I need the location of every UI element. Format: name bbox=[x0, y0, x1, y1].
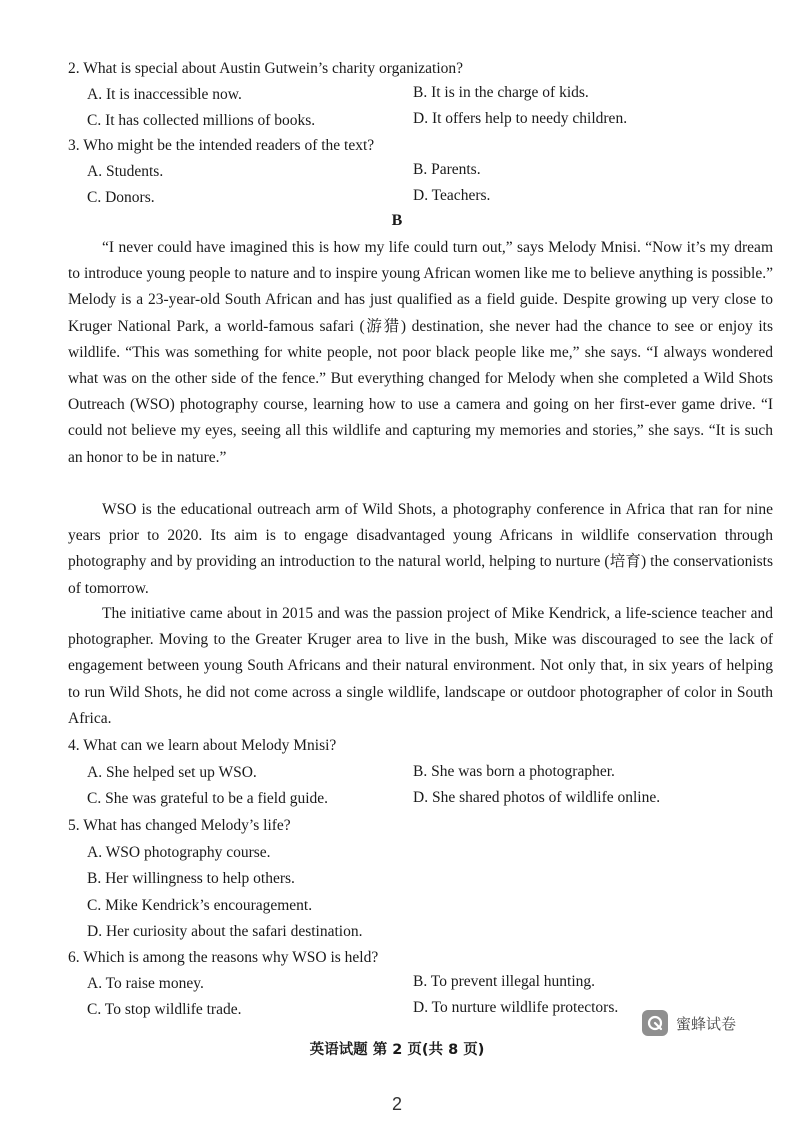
question-4-stem: 4. What can we learn about Melody Mnisi? bbox=[68, 737, 337, 754]
section-b-heading: B bbox=[391, 212, 403, 229]
page-number: 2 bbox=[391, 1094, 402, 1114]
question-3-stem: 3. Who might be the intended readers of the text? bbox=[68, 137, 375, 154]
question-5-option-a[interactable]: A. WSO photography course. bbox=[87, 844, 271, 861]
question-2-option-c[interactable]: C. It has collected millions of books. bbox=[87, 112, 316, 129]
question-6-option-a[interactable]: A. To raise money. bbox=[87, 975, 204, 992]
watermark-text: 蜜蜂试卷 bbox=[676, 1014, 737, 1033]
question-3-option-d[interactable]: D. Teachers. bbox=[413, 187, 491, 204]
bee-logo-icon bbox=[642, 1010, 668, 1036]
question-4-option-d[interactable]: D. She shared photos of wildlife online. bbox=[413, 789, 661, 806]
question-5-option-c[interactable]: C. Mike Kendrick’s encouragement. bbox=[87, 897, 313, 914]
passage-paragraph-2: WSO is the educational outreach arm of Wild Shots, a photography conference in Africa that ran for nine years prior to 2020. Its aim is to engage disadvantaged young Africans in wildlife conservation through photography and by providing an introduction to the natural world, helping to nurture (培育) the conservationists of tomorrow. bbox=[68, 501, 773, 597]
question-3-option-b[interactable]: B. Parents. bbox=[413, 161, 481, 178]
question-6-option-c[interactable]: C. To stop wildlife trade. bbox=[87, 1001, 242, 1018]
question-5-option-b[interactable]: B. Her willingness to help others. bbox=[87, 870, 295, 887]
question-2-stem: 2. What is special about Austin Gutwein’s charity organization? bbox=[68, 60, 464, 77]
question-4-option-a[interactable]: A. She helped set up WSO. bbox=[87, 764, 257, 781]
question-6-option-b[interactable]: B. To prevent illegal hunting. bbox=[413, 973, 596, 990]
question-5-option-d[interactable]: D. Her curiosity about the safari destination. bbox=[87, 923, 363, 940]
watermark bbox=[642, 1010, 736, 1036]
passage-paragraph-3: The initiative came about in 2015 and was the passion project of Mike Kendrick, a life-science teacher and photographer. Moving to the Greater Kruger area to live in the bush, Mike was discouraged to see the lack of engagement between young South Africans and their natural environment. Not only that, in six years of helping to run Wild Shots, he did not come across a single wildlife, landscape or outdoor photographer of color in South Africa. bbox=[68, 605, 773, 727]
page-footer-title: 英语试题 第 2 页(共 8 页) bbox=[309, 1042, 485, 1058]
question-4-option-b[interactable]: B. She was born a photographer. bbox=[413, 763, 615, 780]
question-6-stem: 6. Which is among the reasons why WSO is held? bbox=[68, 949, 379, 966]
question-2-option-b[interactable]: B. It is in the charge of kids. bbox=[413, 84, 589, 101]
question-5-stem: 5. What has changed Melody’s life? bbox=[68, 817, 291, 834]
question-6-option-d[interactable]: D. To nurture wildlife protectors. bbox=[413, 999, 619, 1016]
question-3-option-a[interactable]: A. Students. bbox=[87, 163, 164, 180]
question-2-option-d[interactable]: D. It offers help to needy children. bbox=[413, 110, 628, 127]
question-3-option-c[interactable]: C. Donors. bbox=[87, 189, 155, 206]
question-4-option-c[interactable]: C. She was grateful to be a field guide. bbox=[87, 790, 329, 807]
question-2-option-a[interactable]: A. It is inaccessible now. bbox=[87, 86, 242, 103]
passage-paragraph-1: “I never could have imagined this is how my life could turn out,” says Melody Mnisi. “Now it’s my dream to introduce young people to nature and to inspire young African women like me to believe anything is possible.” Melody is a 23-year-old South African and has just qualified as a field guide. Despite growing up very close to Kruger National Park, a world-famous safari (游猎) destination, she never had the chance to see or enjoy its wildlife. “This was something for white people, not poor black people like me,” she says. “I always wondered what was on the other side of the fence.” But everything changed for Melody when she completed a Wild Shots Outreach (WSO) photography course, learning how to use a camera and going on her first-ever game drive. “I could not believe my eyes, seeing all this wildlife and capturing my memories and stories,” she says. “It is such an honor to be in nature.” bbox=[68, 239, 773, 466]
